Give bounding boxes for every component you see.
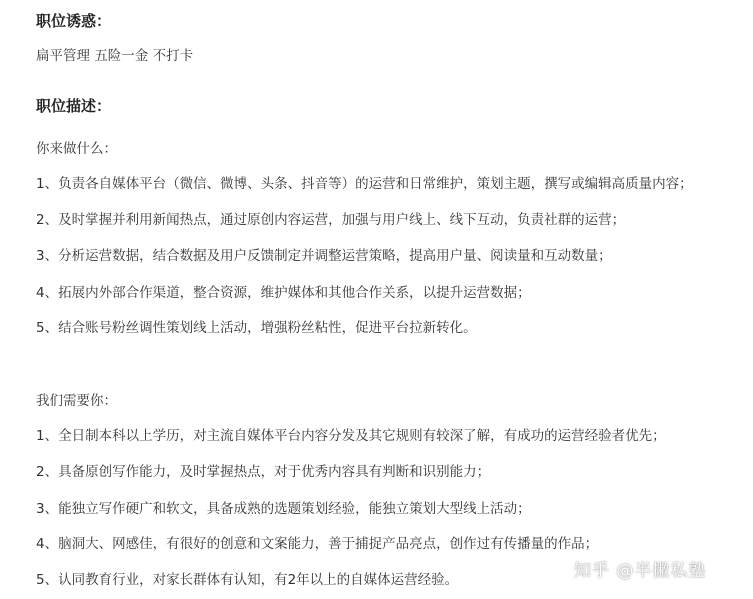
duty-item: 4、拓展内外部合作渠道，整合资源，维护媒体和其他合作关系，以提升运营数据；	[36, 285, 531, 301]
duty-item: 1、负责各自媒体平台（微信、微博、头条、抖音等）的运营和日常维护，策划主题，撰写或编辑高质量内容；	[36, 176, 693, 192]
requirement-item: 5、认同教育行业，对家长群体有认知，有2年以上的自媒体运营经验。	[36, 572, 459, 588]
duty-item: 3、分析运营数据，结合数据及用户反馈制定并调整运营策略，提高用户量、阅读量和互动数量；	[36, 248, 612, 264]
duty-item: 5、结合账号粉丝调性策划线上活动，增强粉丝粘性，促进平台拉新转化。	[36, 320, 477, 336]
perks-heading: 职位诱惑：	[36, 12, 112, 30]
requirement-item: 3、能独立写作硬广和软文，具备成熟的选题策划经验，能独立策划大型线上活动；	[36, 501, 531, 517]
perks-text: 扁平管理 五险一金 不打卡	[36, 48, 194, 64]
description-heading: 职位描述：	[36, 97, 112, 115]
requirement-item: 1、全日制本科以上学历，对主流自媒体平台内容分发及其它规则有较深了解，有成功的运营经验者优先；	[36, 428, 666, 444]
zhihu-watermark: 知乎 @半撇私塾	[574, 561, 707, 581]
requirement-item: 4、脑洞大、网感佳，有很好的创意和文案能力，善于捕捉产品亮点，创作过有传播量的作品；	[36, 536, 599, 552]
duty-item: 2、及时掌握并利用新闻热点，通过原创内容运营，加强与用户线上、线下互动，负责社群的运营；	[36, 212, 626, 228]
duties-intro: 你来做什么：	[36, 141, 117, 157]
requirements-intro: 我们需要你：	[36, 393, 117, 409]
requirement-item: 2、具备原创写作能力，及时掌握热点，对于优秀内容具有判断和识别能力；	[36, 464, 491, 480]
